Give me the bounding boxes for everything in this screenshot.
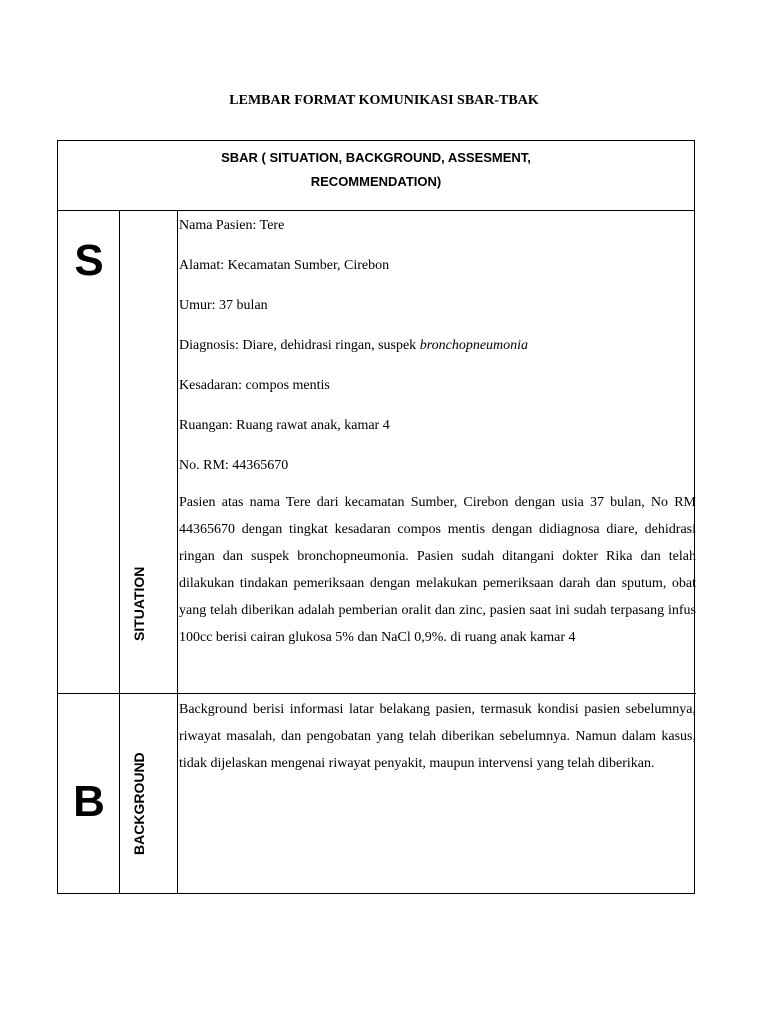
background-content (179, 696, 696, 777)
patient-room: Ruangan: Ruang rawat anak, kamar 4 (179, 418, 390, 433)
document-title: LEMBAR FORMAT KOMUNIKASI SBAR-TBAK (229, 93, 539, 108)
background-letter: B (73, 777, 105, 826)
table-header-line2: RECOMMENDATION) (310, 174, 442, 189)
patient-address: Alamat: Kecamatan Sumber, Cirebon (179, 258, 390, 273)
situation-content (179, 216, 696, 651)
patient-name: Nama Pasien: Tere (179, 218, 285, 233)
diagnosis-italic: bronchopneumonia (419, 338, 529, 353)
patient-diagnosis (179, 336, 696, 376)
patient-age: Umur: 37 bulan (179, 298, 268, 313)
situation-letter: S (74, 236, 104, 285)
situation-paragraph: Pasien atas nama Tere dari kecamatan Sumber, Cirebon dengan usia 37 bulan, No RM 44365670 dengan tingkat kesadaran compos mentis dengan didiagnosa diare, dehidrasi ringan dan suspek bronchopneumonia. Pasien sudah ditangani dokter Rika dan telah dilakukan tindakan pemeriksaan dengan melakukan pemeriksaan darah dan sputum, obat yang telah diberikan adalah pemberian oralit dan zinc, pasien saat ini sudah terpasang infus 100cc berisi cairan glukosa 5% dan NaCl 0,9%. di ruang anak kamar 4 (179, 495, 696, 645)
column-divider-2 (177, 210, 178, 894)
patient-rm-number: No. RM: 44365670 (179, 458, 289, 473)
row-divider (58, 693, 696, 694)
background-paragraph: Background berisi informasi latar belakang pasien, termasuk kondisi pasien sebelumnya, riwayat masalah, dan pengobatan yang telah diberikan sebelumnya. Namun dalam kasus, tidak dijelaskan mengenai riwayat penyakit, maupun intervensi yang telah diberikan. (179, 702, 696, 771)
diagnosis-text: Diagnosis: Diare, dehidrasi ringan, suspek (179, 338, 420, 353)
table-header-line1: SBAR ( SITUATION, BACKGROUND, ASSESMENT, (221, 150, 531, 165)
background-label: BACKGROUND (131, 752, 147, 855)
sbar-table (57, 140, 695, 894)
patient-consciousness: Kesadaran: compos mentis (179, 378, 330, 393)
situation-label: SITUATION (131, 566, 147, 641)
table-header (58, 141, 694, 211)
